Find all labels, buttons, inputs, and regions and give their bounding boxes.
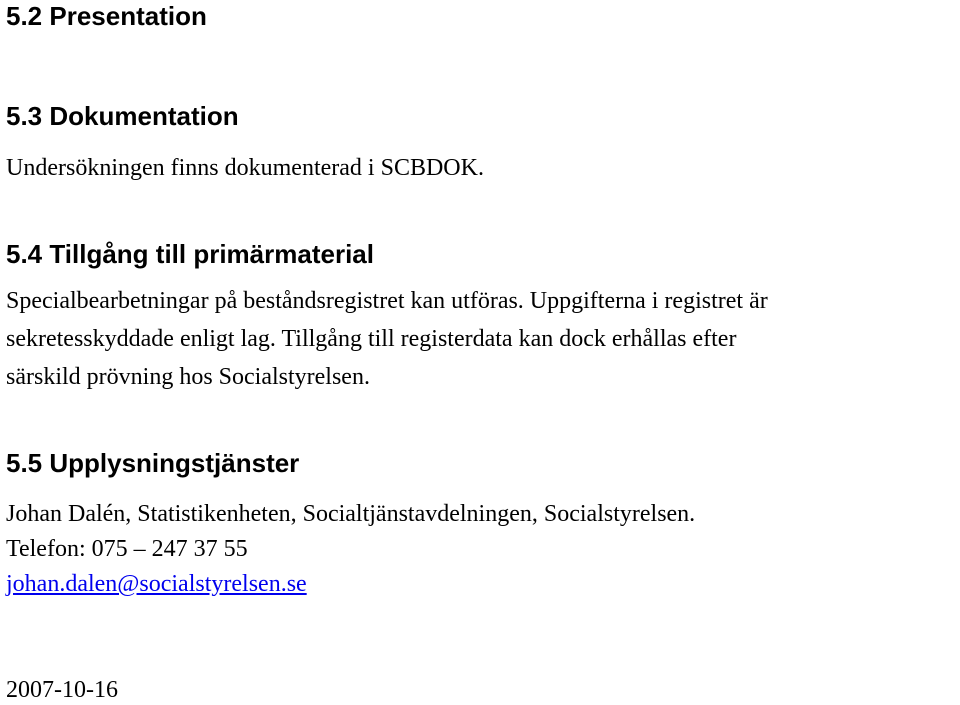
document-date: 2007-10-16	[6, 677, 118, 703]
heading-information: 5.5 Upplysningstjänster	[6, 448, 300, 478]
heading-documentation: 5.3 Dokumentation	[6, 101, 239, 131]
email-link[interactable]: johan.dalen@socialstyrelsen.se	[6, 571, 307, 597]
documentation-text: Undersökningen finns dokumenterad i SCBDOK.	[6, 155, 484, 181]
email-line	[6, 569, 307, 599]
access-line: särskild prövning hos Socialstyrelsen.	[6, 364, 370, 390]
heading-access: 5.4 Tillgång till primärmaterial	[6, 239, 374, 269]
contact-text: Johan Dalén, Statistikenheten, Socialtjänstavdelningen, Socialstyrelsen.	[6, 501, 696, 527]
access-line: sekretesskyddade enligt lag. Tillgång till registerdata kan dock erhållas efter	[6, 326, 737, 352]
access-paragraph	[6, 282, 768, 396]
heading-presentation: 5.2 Presentation	[6, 1, 207, 31]
phone-text: Telefon: 075 – 247 37 55	[6, 536, 248, 562]
access-line: Specialbearbetningar på beståndsregistret kan utföras. Uppgifterna i registret är	[6, 288, 768, 314]
